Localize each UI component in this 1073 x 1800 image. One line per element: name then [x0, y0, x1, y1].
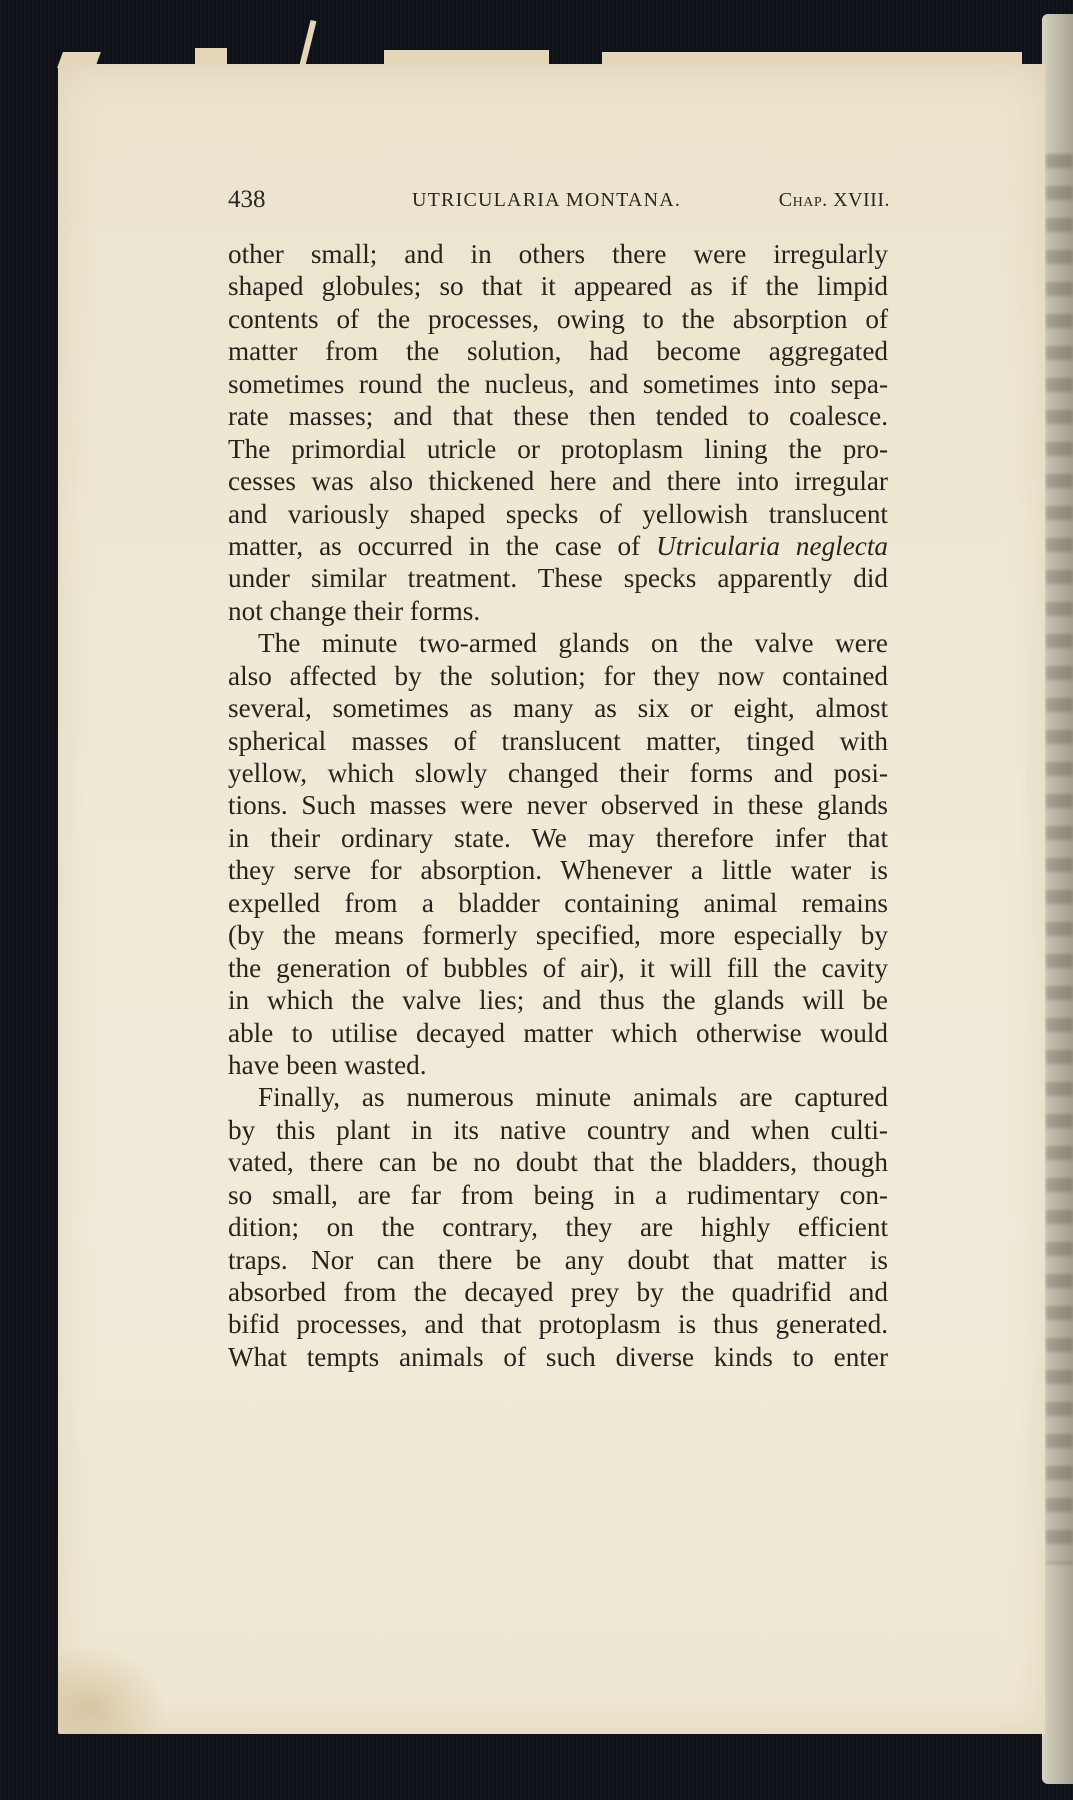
text-line: spherical masses of translucent matter, tinged with [228, 725, 888, 756]
text-line: What tempts animals of such diverse kinds to enter [228, 1341, 888, 1372]
text-line: contents of the processes, owing to the absorption of [228, 303, 888, 334]
paper-stain [58, 1644, 168, 1734]
text-line: so small, are far from being in a rudimentary con- [228, 1179, 888, 1210]
text-line: yellow, which slowly changed their forms and posi- [228, 758, 888, 788]
paragraph [228, 238, 888, 627]
text-line: The primordial utricle or protoplasm lining the pro- [228, 433, 888, 464]
body-text [228, 238, 888, 1373]
text-line: the generation of bubbles of air), it will fill the cavity [228, 952, 888, 983]
running-header [228, 186, 890, 216]
torn-paper-fragment [602, 52, 1022, 64]
adjacent-page-edge [1042, 14, 1073, 1784]
text-line: able to utilise decayed matter which otherwise would [228, 1017, 888, 1048]
text-line: and variously shaped specks of yellowish translucent [228, 498, 888, 529]
text-line [228, 530, 888, 562]
text-line: under similar treatment. These specks apparently did [228, 563, 888, 594]
text-line: matter from the solution, had become aggregated [228, 336, 888, 367]
species-name: Utricularia neglecta [656, 530, 888, 561]
text-line: Finally, as numerous minute animals are captured [258, 1082, 888, 1113]
torn-paper-fragment [195, 48, 227, 64]
adjacent-page-bleed [1046, 154, 1073, 1564]
text-line: tions. Such masses were never observed in these glands [228, 790, 888, 821]
text-line: (by the means formerly specified, more especially by [228, 920, 888, 951]
page-number: 438 [228, 186, 266, 213]
text-line: not change their forms. [228, 595, 481, 626]
text-line: expelled from a bladder containing animal remains [228, 887, 888, 918]
text-line: several, sometimes as many as six or eight, almost [228, 693, 888, 724]
text-line: absorbed from the decayed prey by the quadrifid and [228, 1277, 888, 1307]
chapter-label: Chap. XVIII. [778, 189, 890, 211]
paragraph [228, 627, 888, 1081]
text-line: traps. Nor can there be any doubt that matter is [228, 1244, 888, 1275]
text-line: dition; on the contrary, they are highly efficient [228, 1212, 888, 1243]
paragraph [228, 1081, 888, 1373]
text-line: they serve for absorption. Whenever a little water is [228, 855, 888, 886]
text-line: bifid processes, and that protoplasm is thus generated. [228, 1309, 888, 1340]
torn-paper-fragment [384, 50, 549, 64]
text-line: vated, there can be no doubt that the bladders, though [228, 1147, 888, 1178]
text-line: in their ordinary state. We may therefore infer that [228, 822, 888, 853]
text-line: The minute two-armed glands on the valve were [258, 628, 888, 659]
text-line: by this plant in its native country and when culti- [228, 1114, 888, 1145]
text-segment: matter, as occurred in the case of [228, 530, 657, 561]
running-title: UTRICULARIA MONTANA. [412, 189, 682, 211]
text-line: rate masses; and that these then tended to coalesce. [228, 401, 888, 432]
text-line: cesses was also thickened here and there into irregular [228, 466, 888, 497]
text-line: sometimes round the nucleus, and sometimes into sepa- [228, 368, 888, 399]
text-line: other small; and in others there were irregularly [228, 239, 888, 269]
text-line: have been wasted. [228, 1049, 427, 1080]
text-line: in which the valve lies; and thus the glands will be [228, 985, 888, 1016]
text-line: shaped globules; so that it appeared as if the limpid [228, 271, 888, 302]
text-line: also affected by the solution; for they now contained [228, 660, 888, 691]
